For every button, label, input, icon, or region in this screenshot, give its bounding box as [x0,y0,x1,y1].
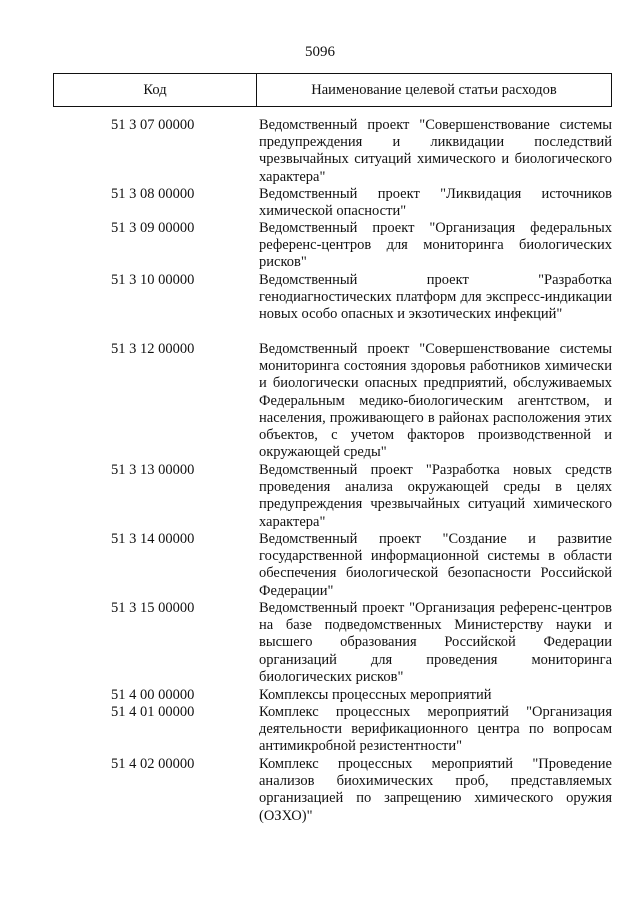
header-name: Наименование целевой статьи расходов [311,81,557,98]
row-code: 51 3 08 00000 [111,186,195,202]
table-row [53,272,612,341]
row-name: Ведомственный проект "Совершенствование системы предупреждения и ликвидации последствий чрезвычайных ситуаций химического и биологического характера" [259,117,612,185]
row-code: 51 4 02 00000 [111,756,195,772]
row-name: Ведомственный проект "Организация референс-центров на базе подведомственных Министерству науки и высшего образования Российской Федерации организаций для проведения мониторинга биологических рисков" [259,600,612,685]
row-code: 51 3 07 00000 [111,117,195,133]
row-code: 51 3 12 00000 [111,341,195,357]
row-name: Ведомственный проект "Совершенствование системы мониторинга состояния здоровья работников химически и биологически опасных предприятий, обслуживаемых Федеральным медико-биологическим агентством, и населения, проживающего в районах расположения этих объектов, с учетом факторов производственной и окружающей среды" [259,341,612,461]
table-row [53,117,612,186]
table-row [53,600,612,687]
row-name: Комплексы процессных мероприятий [259,687,492,703]
row-name: Ведомственный проект "Разработка новых средств проведения анализа окружающей среды в целях предупреждения чрезвычайных ситуаций химического характера" [259,462,612,530]
table-body [53,117,612,825]
row-name: Комплекс процессных мероприятий "Проведение анализов биохимических проб, представляемых организацией по запрещению химического оружия (ОЗХО)" [259,756,612,824]
row-code: 51 3 13 00000 [111,462,195,478]
row-code: 51 3 10 00000 [111,272,195,288]
table-row [53,531,612,600]
table-row [53,186,612,220]
row-name: Комплекс процессных мероприятий "Организация деятельности верификационного центра по вопросам антимикробной резистентности" [259,704,612,755]
row-code: 51 4 01 00000 [111,704,195,720]
table-row [53,462,612,531]
table-row [53,687,612,704]
table-row [53,341,612,462]
row-code: 51 3 14 00000 [111,531,195,547]
header-code: Код [54,74,257,106]
row-name: Ведомственный проект "Создание и развитие государственной информационной системы в области обеспечения биологической безопасности Российской Федерации" [259,531,612,599]
row-name: Ведомственный проект "Разработка генодиагностических платформ для экспресс-индикации новых особо опасных и экзотических инфекций" [259,272,612,323]
row-name: Ведомственный проект "Организация федеральных референс-центров для мониторинга биологических рисков" [259,220,612,271]
row-code: 51 3 15 00000 [111,600,195,616]
table-row [53,756,612,825]
table-header [53,73,612,107]
row-code: 51 4 00 00000 [111,687,195,703]
page-number: 5096 [305,44,335,60]
table-row [53,220,612,272]
row-name: Ведомственный проект "Ликвидация источников химической опасности" [259,186,612,220]
table-row [53,704,612,756]
row-code: 51 3 09 00000 [111,220,195,236]
